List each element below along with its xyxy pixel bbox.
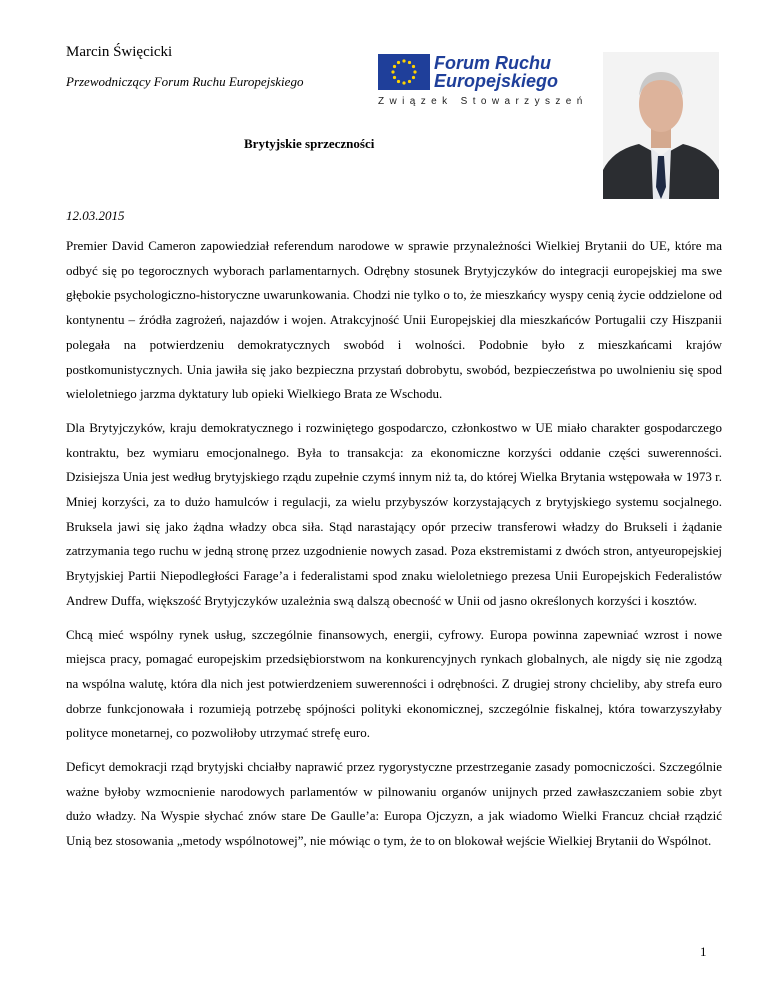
paragraph: Premier David Cameron zapowiedział referendum narodowe w sprawie przynależności Wielkiej Brytanii do UE, które ma odbyć się po tegorocznych wyborach parlamentarnych. Odrębny stosunek Brytyjczyków do integracji europejskiej ma swe głębokie psychologiczno-historyczne uwarunkowania. Chodzi nie tylko o to, że mieszkańcy wyspy cenią życie oddzielone od kontynentu – źródła zagrożeń, najazdów i wojen. Atrakcyjność Unii Europejskiej dla mieszkańców Portugalii czy Hiszpanii polegała na potwierdzeniu demokratycznych swobód i wolności. Podobnie było z mieszkańcami krajów postkomunistycznych. Unia jawiła się jako bezpieczna przystań dobrobytu, swobód, bezpieczeństwa po uwolnieniu się spod wieloletniego jarzma dyktatury lub opieki Wielkiego Brata ze Wschodu. [66, 238, 722, 402]
author-portrait [603, 52, 719, 199]
article-body [66, 234, 722, 863]
logo-title-line1: Forum Ruchu [434, 53, 551, 73]
logo-title [434, 54, 558, 90]
document-header [0, 0, 768, 200]
author-role: Przewodniczący Forum Ruchu Europejskiego [66, 74, 304, 89]
forum-logo [378, 53, 588, 110]
article-date: 12.03.2015 [66, 208, 125, 223]
paragraph: Deficyt demokracji rząd brytyjski chciałby naprawić przez rygorystyczne przestrzeganie zasady pomocniczości. Szczególnie ważne byłoby wzmocnienie narodowych parlamentów w pilnowaniu organów unijnych przed zawłaszczaniem sobie zbyt dużo władzy. Na Wyspie słychać znów stare De Gaulle’a: Europa Ojczyzn, a jak wiadomo Wielki Francuz chciał rządzić Unią bez stosowania „metody wspólnotowej”, nie mówiąc o tym, że to on blokował wejście Wielkiej Brytanii do Wspólnot. [66, 759, 722, 849]
logo-subtitle: Związek Stowarzyszeń [378, 96, 588, 107]
author-name: Marcin Święcicki [66, 44, 173, 60]
paragraph: Dla Brytyjczyków, kraju demokratycznego i rozwiniętego gospodarczo, członkostwo w UE miało charakter gospodarczego kontraktu, bez wymiaru emocjonalnego. Była to transakcja: za ekonomiczne korzyści oddanie części suwerenności. Dzisiejsza Unia jest według brytyjskiego rządu zupełnie czymś innym niż ta, do której Wielka Brytania wstępowała w 1973 r. Mniej korzyści, za to dużo hamulców i regulacji, za wielu przybyszów korzystających z brytyjskiego systemu socjalnego. Bruksela jawi się jako żądna władzy obca siła. Stąd narastający opór przeciw transferowi władzy do Brukseli i żądanie zatrzymania tego ruchu w jedną stronę przez uzgodnienie nowych zasad. Poza ekstremistami z dwóch stron, antyeuropejskiej Brytyjskiej Partii Niepodległości Farage’a i federalistami spod znaku wieloletniego prezesa Unii Europejskich Federalistów Andrew Duffa, większość Brytyjczyków uzależnia swą dalszą obecność w Unii od jasno określonych korzyści i kosztów. [66, 419, 722, 608]
paragraph: Chcą mieć wspólny rynek usług, szczególnie finansowych, energii, cyfrowy. Europa powinna zapewniać wzrost i nowe miejsca pracy, pomagać europejskim przedsiębiorstwom na konkurencyjnych rynkach globalnych, ale nigdy się nie zgodzą na wspólna walutę, która dla nich jest potwierdzeniem suwerenności i odrębności. Z drugiej strony chcieliby, aby strefa euro dobrze funkcjonowała i rozumieją potrzebę spójności polityki ekonomicznej, szczególnie fiskalnej, która towarzyszyłaby polityce monetarnej, co pozwoliłoby utrzymać strefę euro. [66, 626, 722, 741]
article-title: Brytyjskie sprzeczności [244, 136, 375, 151]
page-number: 1 [700, 944, 707, 959]
logo-title-line2: Europejskiego [434, 71, 559, 91]
eu-flag-icon [378, 54, 430, 90]
